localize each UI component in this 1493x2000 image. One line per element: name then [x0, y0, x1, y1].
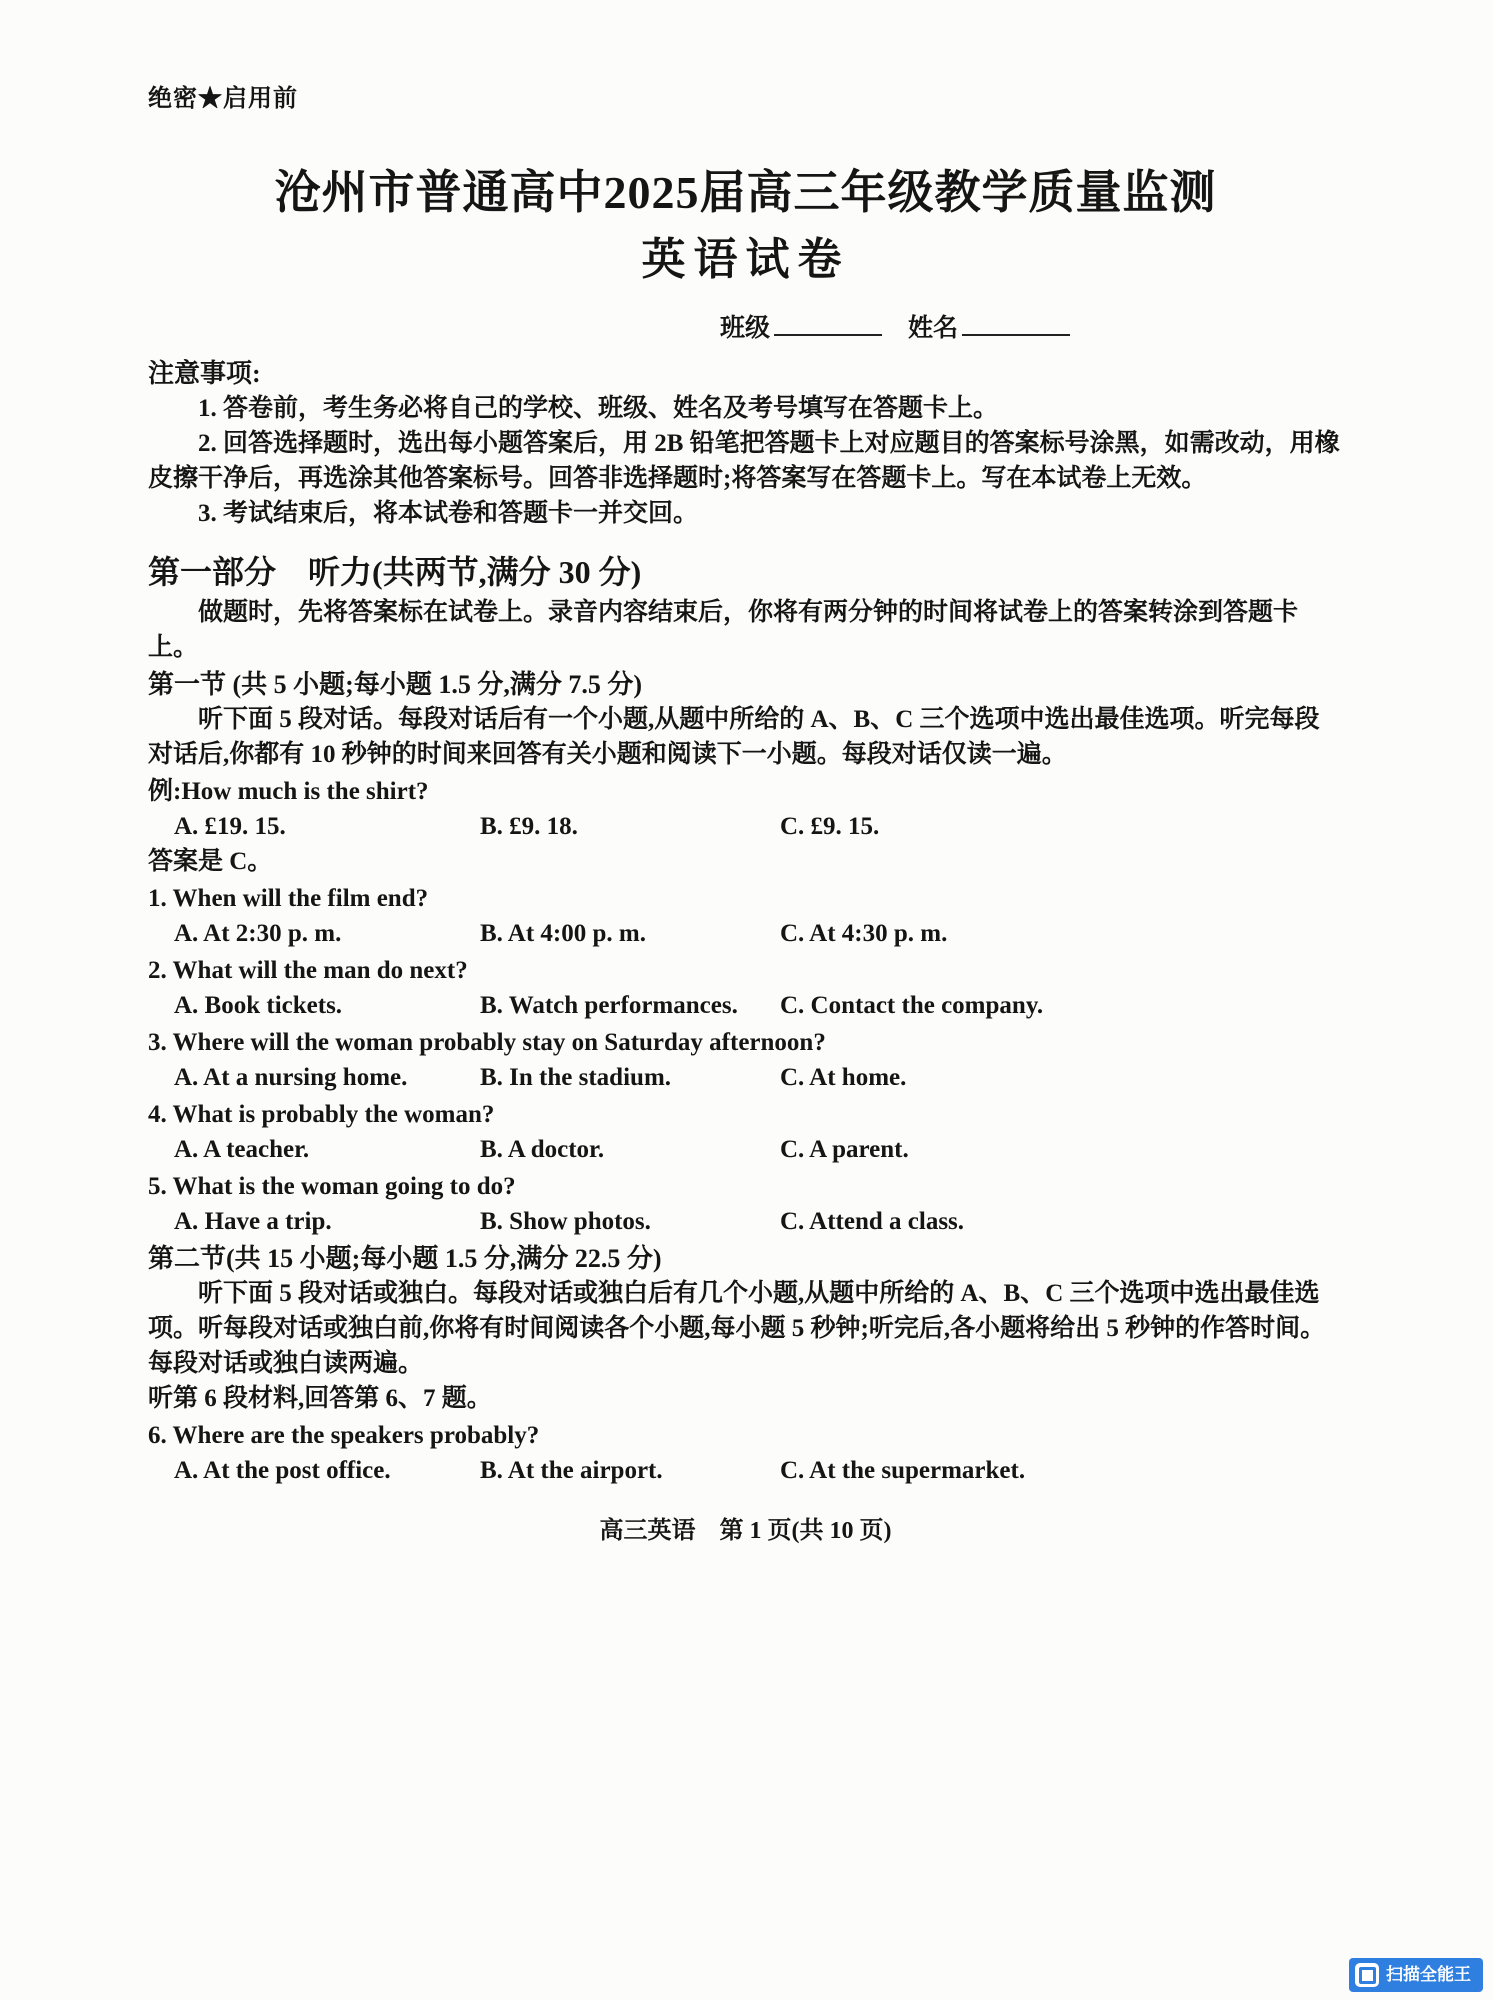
question-1-block: [148, 881, 1343, 951]
question-3-text: 3. Where will the woman probably stay on Saturday afternoon?: [148, 1029, 826, 1056]
question-2-option-c: C. Contact the company.: [780, 992, 1044, 1019]
question-1-text: 1. When will the film end?: [148, 885, 429, 912]
example-question-text: 例:How much is the shirt?: [148, 778, 429, 805]
example-options: [148, 809, 1343, 844]
exam-subject-title: 英语试卷: [641, 235, 850, 284]
question-6-option-c: C. At the supermarket.: [780, 1457, 1026, 1484]
camscanner-watermark: [1349, 1958, 1483, 1992]
notice-heading: 注意事项:: [148, 359, 261, 388]
scanner-icon: [1355, 1963, 1379, 1987]
exam-title: 沧州市普通高中2025届高三年级教学质量监测: [274, 167, 1217, 218]
question-4-options: [148, 1132, 1343, 1167]
question-6-text: 6. Where are the speakers probably?: [148, 1422, 540, 1449]
question-4-block: [148, 1097, 1343, 1167]
student-info-line: [148, 311, 1343, 346]
question-3-option-a: A. At a nursing home.: [174, 1064, 408, 1091]
part1-intro: 做题时，先将答案标在试卷上。录音内容结束后，你将有两分钟的时间将试卷上的答案转涂到答题卡上。: [148, 599, 1299, 661]
question-1-option-b: B. At 4:00 p. m.: [480, 920, 646, 947]
question-6-options: [148, 1453, 1343, 1488]
question-2-option-b: B. Watch performances.: [480, 992, 738, 1019]
class-label: 班级: [720, 315, 771, 342]
notice-item-1: 1. 答卷前，考生务必将自己的学校、班级、姓名及考号填写在答题卡上。: [198, 395, 999, 422]
question-4-option-c: C. A parent.: [780, 1136, 909, 1163]
section1-instructions: 听下面 5 段对话。每段对话后有一个小题,从题中所给的 A、B、C 三个选项中选出最佳选项。听完每段对话后,你都有 10 秒钟的时间来回答有关小题和阅读下一小题。每段对话仅读一遍。: [148, 706, 1320, 768]
question-4-text: 4. What is probably the woman?: [148, 1101, 495, 1128]
question-5-option-a: A. Have a trip.: [174, 1208, 332, 1235]
question-2-block: [148, 953, 1343, 1023]
section2-material-note: 听第 6 段材料,回答第 6、7 题。: [148, 1385, 492, 1412]
question-6-option-a: A. At the post office.: [174, 1457, 391, 1484]
question-4-option-a: A. A teacher.: [174, 1136, 310, 1163]
question-5-block: [148, 1169, 1343, 1239]
question-5-option-c: C. Attend a class.: [780, 1208, 965, 1235]
question-3-block: [148, 1025, 1343, 1095]
name-label: 姓名: [908, 315, 959, 342]
example-answer-note: 答案是 C。: [148, 848, 273, 875]
classification-label: 绝密★启用前: [148, 86, 298, 112]
notice-item-2: 2. 回答选择题时，选出每小题答案后，用 2B 铅笔把答题卡上对应题目的答案标号涂黑，如需改动，用橡皮擦干净后，再选涂其他答案标号。回答非选择题时;将答案写在答题卡上。写在本试卷上无效。: [148, 430, 1340, 492]
example-question-block: [148, 774, 1343, 879]
question-1-option-c: C. At 4:30 p. m.: [780, 920, 948, 947]
section1-heading: 第一节 (共 5 小题;每小题 1.5 分,满分 7.5 分): [148, 670, 642, 699]
part1-heading: 第一部分 听力(共两节,满分 30 分): [148, 554, 642, 590]
question-5-option-b: B. Show photos.: [480, 1208, 651, 1235]
question-1-options: [148, 916, 1343, 951]
question-6-option-b: B. At the airport.: [480, 1457, 663, 1484]
section2-instructions: 听下面 5 段对话或独白。每段对话或独白后有几个小题,从题中所给的 A、B、C 三个选项中选出最佳选项。听每段对话或独白前,你将有时间阅读各个小题,每小题 5 秒钟;听完后,各小题将给出 5 秒钟的作答时间。每段对话或独白读两遍。: [148, 1280, 1326, 1377]
watermark-text: 扫描全能王: [1386, 1964, 1471, 1984]
example-option-a: A. £19. 15.: [174, 813, 286, 840]
page-footer: 高三英语 第 1 页(共 10 页): [599, 1518, 892, 1544]
question-2-option-a: A. Book tickets.: [174, 992, 343, 1019]
question-1-option-a: A. At 2:30 p. m.: [174, 920, 342, 947]
question-6-block: [148, 1418, 1343, 1488]
question-2-options: [148, 988, 1343, 1023]
notice-item-3: 3. 考试结束后，将本试卷和答题卡一并交回。: [198, 500, 699, 527]
question-4-option-b: B. A doctor.: [480, 1136, 605, 1163]
section2-heading: 第二节(共 15 小题;每小题 1.5 分,满分 22.5 分): [148, 1244, 662, 1273]
question-5-options: [148, 1204, 1343, 1239]
name-blank-line: [962, 314, 1070, 336]
question-3-option-b: B. In the stadium.: [480, 1064, 672, 1091]
question-3-options: [148, 1060, 1343, 1095]
class-blank-line: [774, 314, 882, 336]
question-5-text: 5. What is the woman going to do?: [148, 1173, 516, 1200]
question-3-option-c: C. At home.: [780, 1064, 907, 1091]
question-2-text: 2. What will the man do next?: [148, 957, 468, 984]
example-option-c: C. £9. 15.: [780, 813, 880, 840]
example-option-b: B. £9. 18.: [480, 813, 578, 840]
